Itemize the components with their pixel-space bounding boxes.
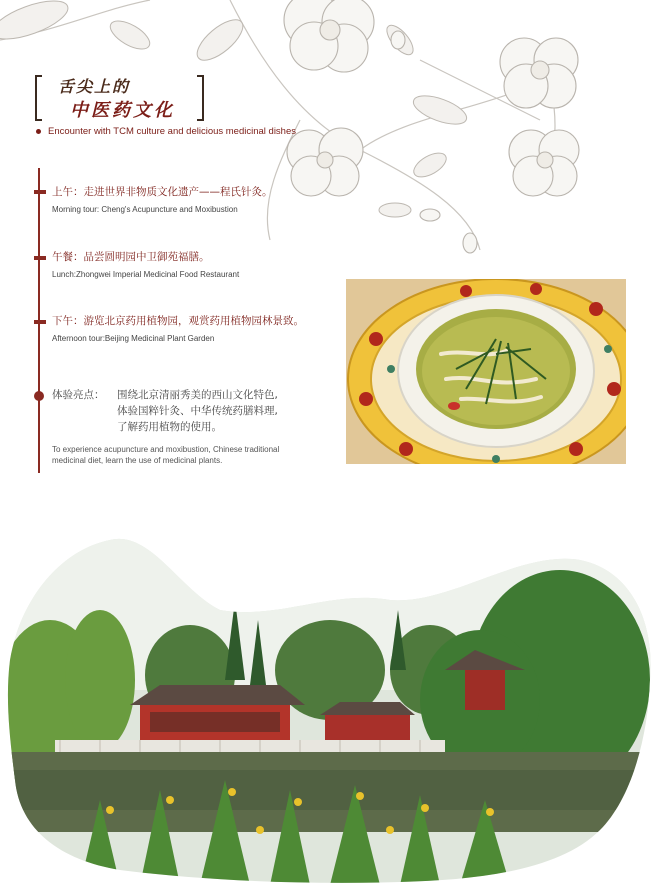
afternoon-item-en: Afternoon tour:Beijing Medicinal Plant Garden [52, 334, 215, 343]
subtitle: Encounter with TCM culture and delicious medicinal dishes [48, 126, 297, 137]
bullet-dot [36, 129, 41, 134]
soup-photo [346, 279, 626, 464]
morning-item-en: Morning tour: Cheng's Acupuncture and Moxibustion [52, 205, 238, 214]
experience-line: 体验国粹针灸、中华传统药膳料理, [117, 405, 278, 417]
timeline-marker-dot [34, 391, 44, 401]
experience-line: 围绕北京清丽秀美的西山文化特色, [117, 389, 278, 401]
morning-item-cn: 上午：走进世界非物质文化遗产——程氏针灸。 [52, 186, 273, 198]
experience-label: 体验亮点： [52, 389, 105, 401]
title-line-2: 中医药文化 [70, 100, 175, 121]
garden-photo [0, 530, 664, 885]
lunch-item-cn: 午餐：品尝圆明园中卫御苑福膳。 [52, 251, 210, 263]
experience-en: To experience acupuncture and moxibustion, Chinese traditional medicinal diet, learn the use of medicinal plants. [52, 445, 280, 465]
timeline-marker [34, 190, 46, 194]
experience-line: 了解药用植物的使用。 [117, 421, 222, 433]
timeline-marker [34, 320, 46, 324]
lunch-item-en: Lunch:Zhongwei Imperial Medicinal Food Restaurant [52, 270, 240, 279]
title-line-1: 舌尖上的 [58, 77, 131, 96]
afternoon-item-cn: 下午：游览北京药用植物园，观赏药用植物园林景致。 [52, 315, 304, 327]
timeline-marker [34, 256, 46, 260]
